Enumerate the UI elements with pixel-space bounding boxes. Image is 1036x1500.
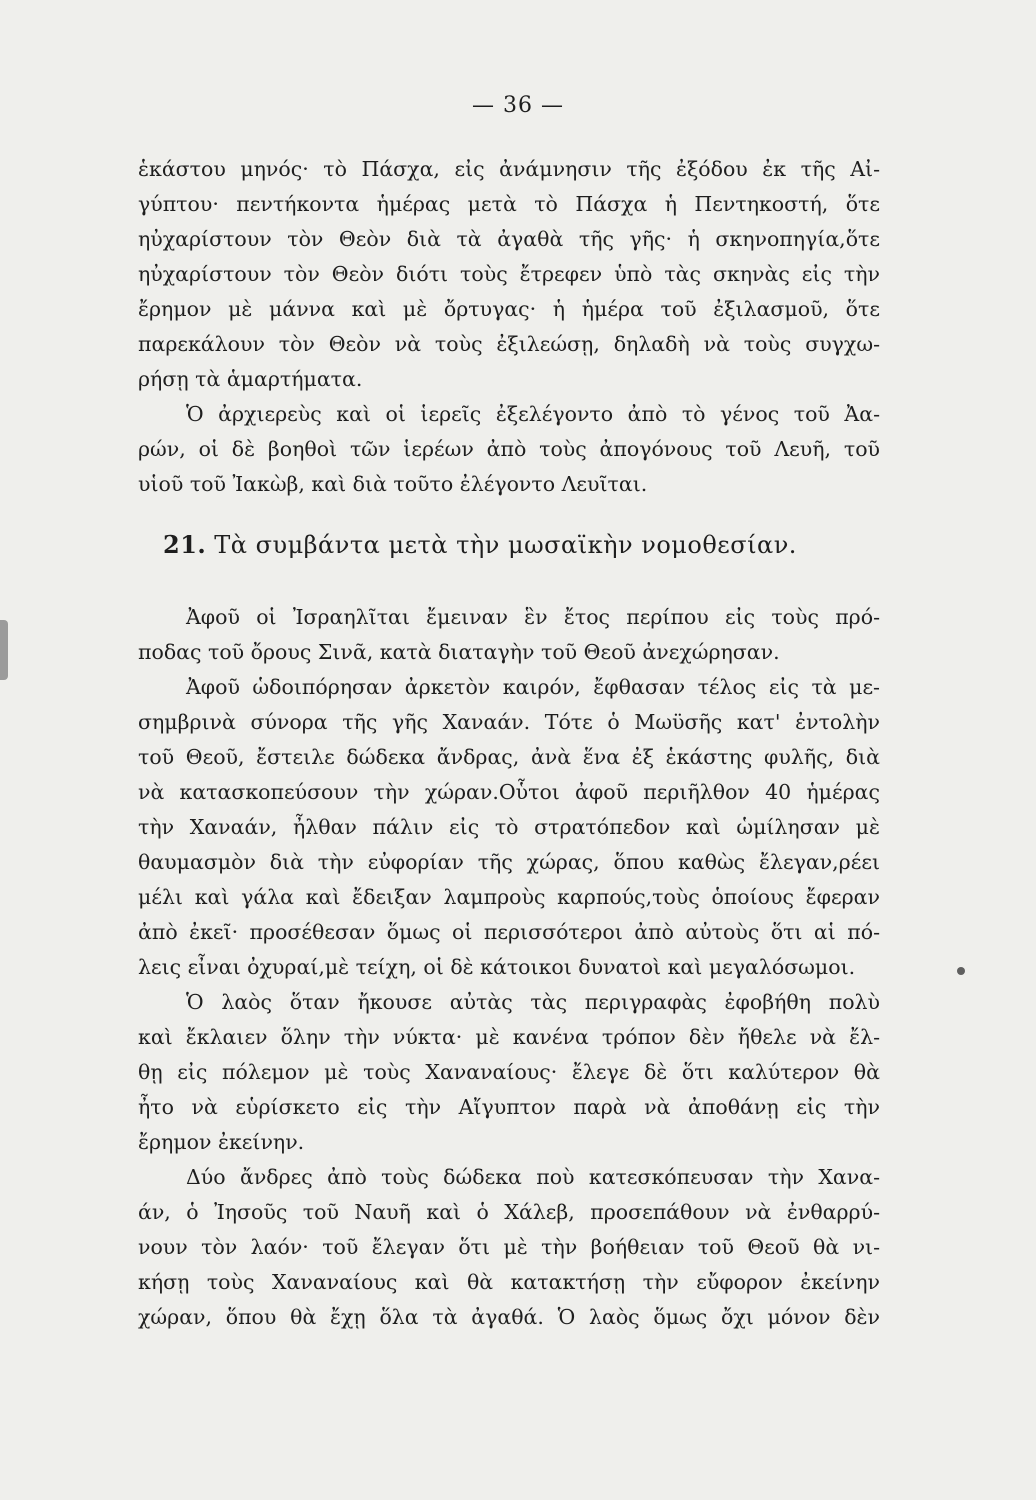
paragraph-feasts [138, 152, 880, 397]
text-line: υἱοῦ τοῦ Ἰακὼβ, καὶ διὰ τοῦτο ἐλέγοντο Λευῖται. [138, 472, 648, 496]
text-line: Ἀφοῦ οἱ Ἰσραηλῖται ἔμειναν ἓν ἔτος περίπου εἰς τοὺς πρό- [186, 605, 880, 629]
text-line: θῃ εἰς πόλεμον μὲ τοὺς Χαναναίους· ἔλεγε δὲ ὅτι καλύτερον θὰ [138, 1060, 880, 1084]
text-line: λεις εἶναι ὀχυραί,μὲ τείχη, οἱ δὲ κάτοικοι δυνατοὶ καὶ μεγαλόσωμοι. [138, 955, 856, 979]
text-line: θαυμασμὸν διὰ τὴν εὐφορίαν τῆς χώρας, ὅπου καθὼς ἔλεγαν,ρέει [138, 850, 880, 874]
text-line: Ἀφοῦ ὡδοιπόρησαν ἀρκετὸν καιρόν, ἔφθασαν τέλος εἰς τὰ με- [186, 675, 880, 699]
text-line: ποδας τοῦ ὄρους Σινᾶ, κατὰ διαταγὴν τοῦ Θεοῦ ἀνεχώρησαν. [138, 640, 780, 664]
section-heading [163, 528, 863, 562]
text-line: άν, ὁ Ἰησοῦς τοῦ Ναυῆ καὶ ὁ Χάλεβ, προσεπάθουν νὰ ἐνθαρρύ- [138, 1200, 880, 1224]
text-line: γύπτου· πεντήκοντα ἡμέρας μετὰ τὸ Πάσχα ἡ Πεντηκοστή, ὅτε [138, 192, 880, 216]
ink-dot [957, 967, 965, 975]
paragraph-priests [138, 397, 880, 502]
section-number: 21. [163, 530, 207, 559]
text-line: χώραν, ὅπου θὰ ἔχῃ ὅλα τὰ ἀγαθά. Ὁ λαὸς ὅμως ὄχι μόνον δὲν [138, 1305, 880, 1329]
text-line: ἀπὸ ἐκεῖ· προσέθεσαν ὅμως οἱ περισσότεροι ἀπὸ αὐτοὺς ὅτι αἱ πό- [138, 920, 880, 944]
text-line: νὰ κατασκοπεύσουν τὴν χώραν.Οὗτοι ἀφοῦ περιῆλθον 40 ἡμέρας [138, 780, 880, 804]
binding-shadow [0, 620, 8, 680]
text-line: Δύο ἄνδρες ἀπὸ τοὺς δώδεκα ποὺ κατεσκόπευσαν τὴν Χανα- [186, 1165, 880, 1189]
text-line: καὶ ἔκλαιεν ὅλην τὴν νύκτα· μὲ κανένα τρόπον δὲν ἤθελε νὰ ἔλ- [138, 1025, 880, 1049]
page-number: — 36 — [472, 93, 564, 118]
text-line: ηὐχαρίστουν τὸν Θεὸν διότι τοὺς ἔτρεφεν ὑπὸ τὰς σκηνὰς εἰς τὴν [138, 262, 880, 286]
text-block-top [138, 152, 880, 502]
text-line: τοῦ Θεοῦ, ἔστειλε δώδεκα ἄνδρας, ἀνὰ ἕνα ἐξ ἑκάστης φυλῆς, διὰ [138, 745, 880, 769]
section-title: Τὰ συμβάντα μετὰ τὴν μωσαϊκὴν νομοθεσίαν. [214, 531, 797, 559]
paragraph-joshua-caleb [138, 1160, 880, 1335]
text-line: ἔρημον μὲ μάννα καὶ μὲ ὄρτυγας· ἡ ἡμέρα τοῦ ἐξιλασμοῦ, ὅτε [138, 297, 880, 321]
text-line: τὴν Χαναάν, ἦλθαν πάλιν εἰς τὸ στρατόπεδον καὶ ὡμίλησαν μὲ [138, 815, 880, 839]
text-line: παρεκάλουν τὸν Θεὸν νὰ τοὺς ἐξιλεώσῃ, δηλαδὴ νὰ τοὺς συγχω- [138, 332, 880, 356]
text-line: ἑκάστου μηνός· τὸ Πάσχα, εἰς ἀνάμνησιν τῆς ἐξόδου ἐκ τῆς Αἰ- [138, 157, 880, 181]
text-line: ρήσῃ τὰ ἁμαρτήματα. [138, 367, 363, 391]
text-block-bottom [138, 600, 880, 1335]
text-line: Ὁ λαὸς ὅταν ἤκουσε αὐτὰς τὰς περιγραφὰς ἐφοβήθη πολὺ [186, 990, 880, 1014]
paragraph-fear [138, 985, 880, 1160]
text-line: νουν τὸν λαόν· τοῦ ἔλεγαν ὅτι μὲ τὴν βοήθειαν τοῦ Θεοῦ θὰ νι- [138, 1235, 880, 1259]
text-line: κήσῃ τοὺς Χαναναίους καὶ θὰ κατακτήσῃ τὴν εὔφορον ἐκείνην [138, 1270, 880, 1294]
text-line: Ὁ ἀρχιερεὺς καὶ οἱ ἱερεῖς ἐξελέγοντο ἀπὸ τὸ γένος τοῦ Ἀα- [186, 402, 880, 426]
text-line: σημβρινὰ σύνορα τῆς γῆς Χαναάν. Τότε ὁ Μωϋσῆς κατ' ἐντολὴν [138, 710, 880, 734]
text-line: ἔρημον ἐκείνην. [138, 1130, 305, 1154]
text-line: ἦτο νὰ εὑρίσκετο εἰς τὴν Αἴγυπτον παρὰ νὰ ἀποθάνῃ εἰς τὴν [138, 1095, 880, 1119]
paragraph-spies [138, 670, 880, 985]
text-line: μέλι καὶ γάλα καὶ ἔδειξαν λαμπροὺς καρπούς,τοὺς ὁποίους ἔφεραν [138, 885, 880, 909]
text-line: ηὐχαρίστουν τὸν Θεὸν διὰ τὰ ἀγαθὰ τῆς γῆς· ἡ σκηνοπηγία,ὅτε [138, 227, 880, 251]
text-line: ρών, οἱ δὲ βοηθοὶ τῶν ἱερέων ἀπὸ τοὺς ἀπογόνους τοῦ Λευῆ, τοῦ [138, 437, 880, 461]
paragraph-sinai [138, 600, 880, 670]
